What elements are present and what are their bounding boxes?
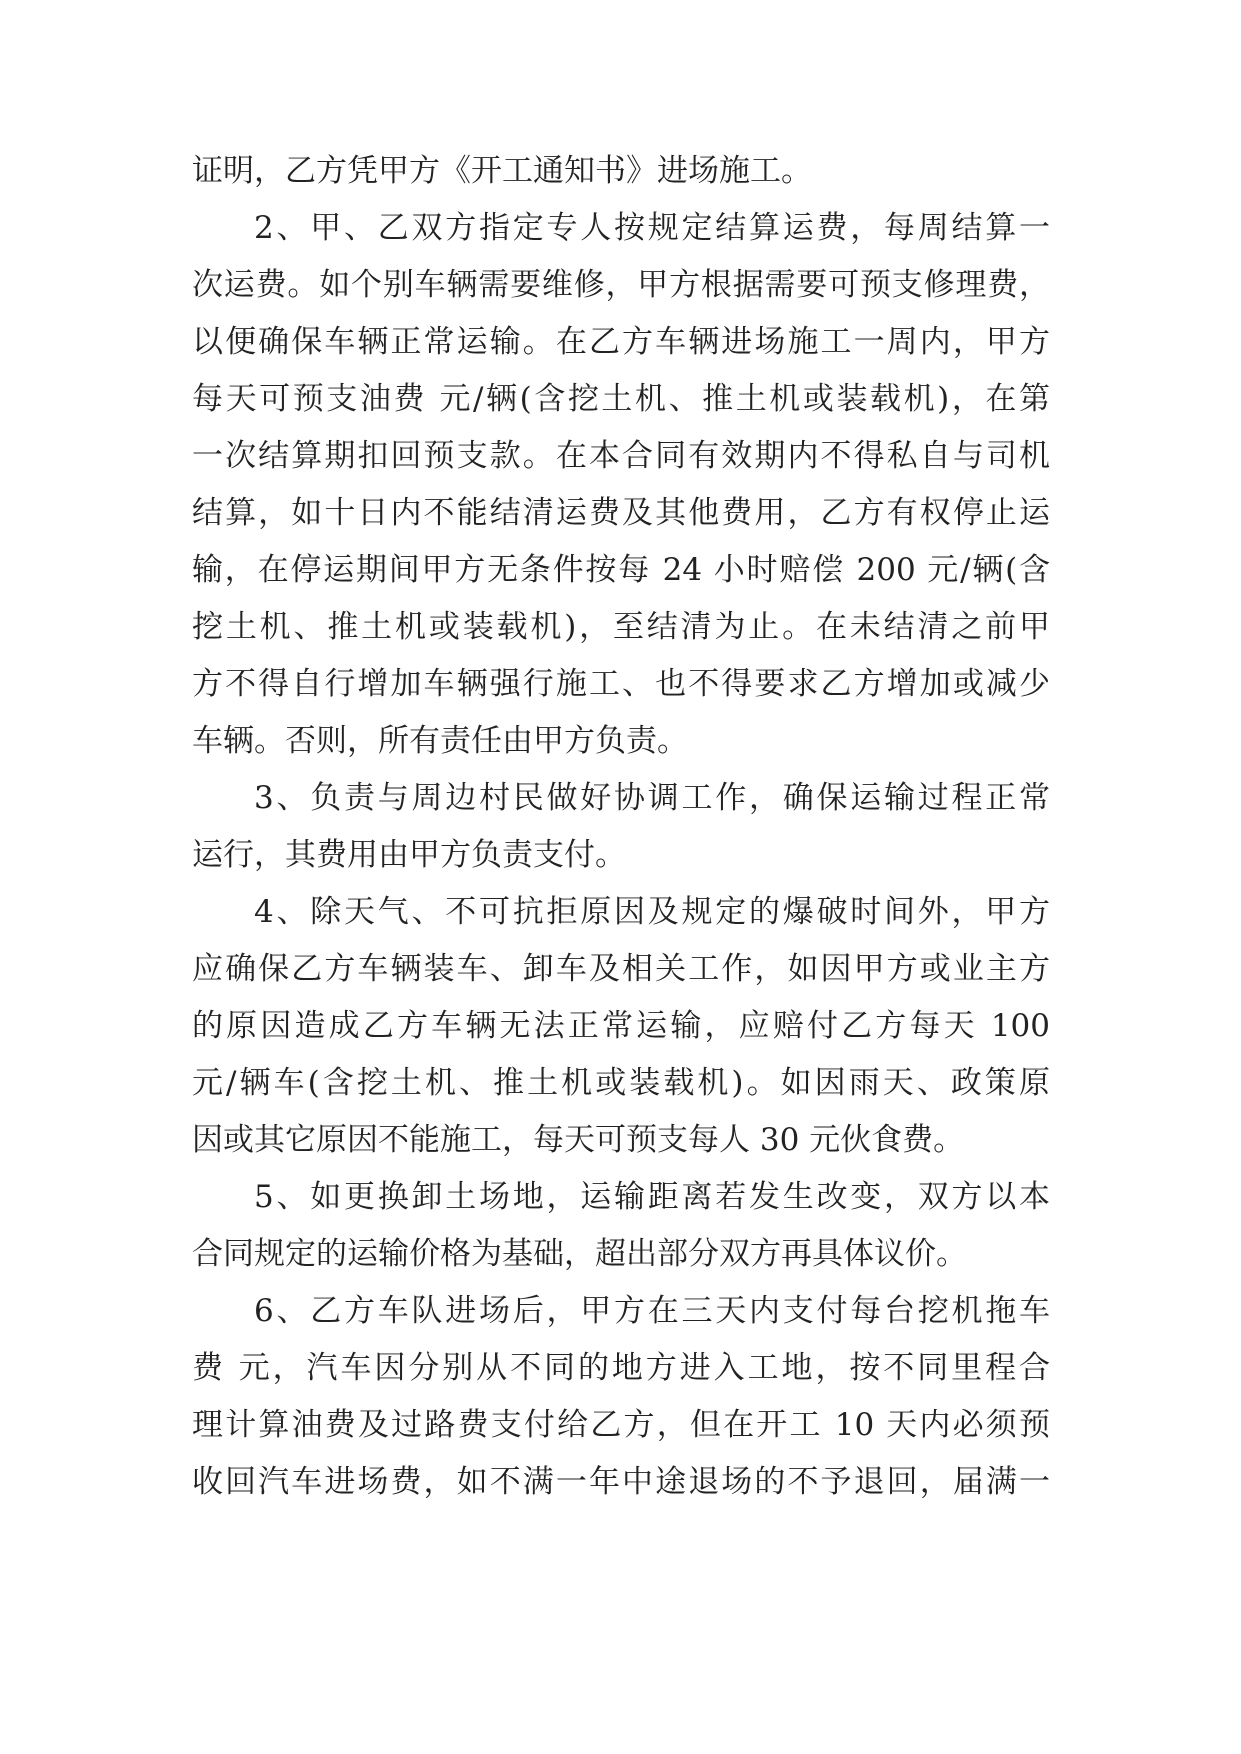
paragraph-1 bbox=[192, 143, 1050, 200]
text-line: 因或其它原因不能施工，每天可预支每人 30 元伙食费。 bbox=[192, 1122, 965, 1158]
text-line: 3、负责与周边村民做好协调工作，确保运输过程正常 bbox=[254, 780, 1050, 816]
text-line: 运行，其费用由甲方负责支付。 bbox=[192, 837, 626, 873]
paragraph-4 bbox=[192, 884, 1050, 1169]
paragraph-2 bbox=[192, 200, 1050, 770]
text-line: 4、除天气、不可抗拒原因及规定的爆破时间外，甲方 bbox=[254, 894, 1050, 930]
text-line: 车辆。否则，所有责任由甲方负责。 bbox=[192, 723, 688, 759]
text-line: 以便确保车辆正常运输。在乙方车辆进场施工一周内，甲方 bbox=[192, 324, 1050, 360]
document-body bbox=[192, 143, 1050, 1511]
paragraph-3 bbox=[192, 770, 1050, 884]
text-line: 费 元，汽车因分别从不同的地方进入工地，按不同里程合 bbox=[192, 1350, 1050, 1386]
text-line: 证明，乙方凭甲方《开工通知书》进场施工。 bbox=[192, 153, 812, 189]
text-line: 收回汽车进场费，如不满一年中途退场的不予退回，届满一 bbox=[192, 1464, 1050, 1500]
text-line: 合同规定的运输价格为基础，超出部分双方再具体议价。 bbox=[192, 1236, 967, 1272]
text-line: 方不得自行增加车辆强行施工、也不得要求乙方增加或减少 bbox=[192, 666, 1050, 702]
paragraph-5 bbox=[192, 1169, 1050, 1283]
text-line: 输，在停运期间甲方无条件按每 24 小时赔偿 200 元/辆(含 bbox=[192, 552, 1050, 588]
text-line: 结算，如十日内不能结清运费及其他费用，乙方有权停止运 bbox=[192, 495, 1050, 531]
text-line: 元/辆车(含挖土机、推土机或装载机)。如因雨天、政策原 bbox=[192, 1065, 1050, 1101]
text-line: 理计算油费及过路费支付给乙方，但在开工 10 天内必须预 bbox=[192, 1407, 1050, 1443]
text-line: 5、如更换卸土场地，运输距离若发生改变，双方以本 bbox=[254, 1179, 1050, 1215]
text-line: 次运费。如个别车辆需要维修，甲方根据需要可预支修理费， bbox=[192, 267, 1050, 303]
text-line: 每天可预支油费 元/辆(含挖土机、推土机或装载机)，在第 bbox=[192, 381, 1050, 417]
text-line: 应确保乙方车辆装车、卸车及相关工作，如因甲方或业主方 bbox=[192, 951, 1050, 987]
text-line: 的原因造成乙方车辆无法正常运输，应赔付乙方每天 100 bbox=[192, 1008, 1050, 1044]
text-line: 挖土机、推土机或装载机)，至结清为止。在未结清之前甲 bbox=[192, 609, 1050, 645]
text-line: 一次结算期扣回预支款。在本合同有效期内不得私自与司机 bbox=[192, 438, 1050, 474]
paragraph-6 bbox=[192, 1283, 1050, 1511]
text-line: 2、甲、乙双方指定专人按规定结算运费，每周结算一 bbox=[254, 210, 1050, 246]
text-line: 6、乙方车队进场后，甲方在三天内支付每台挖机拖车 bbox=[254, 1293, 1050, 1329]
